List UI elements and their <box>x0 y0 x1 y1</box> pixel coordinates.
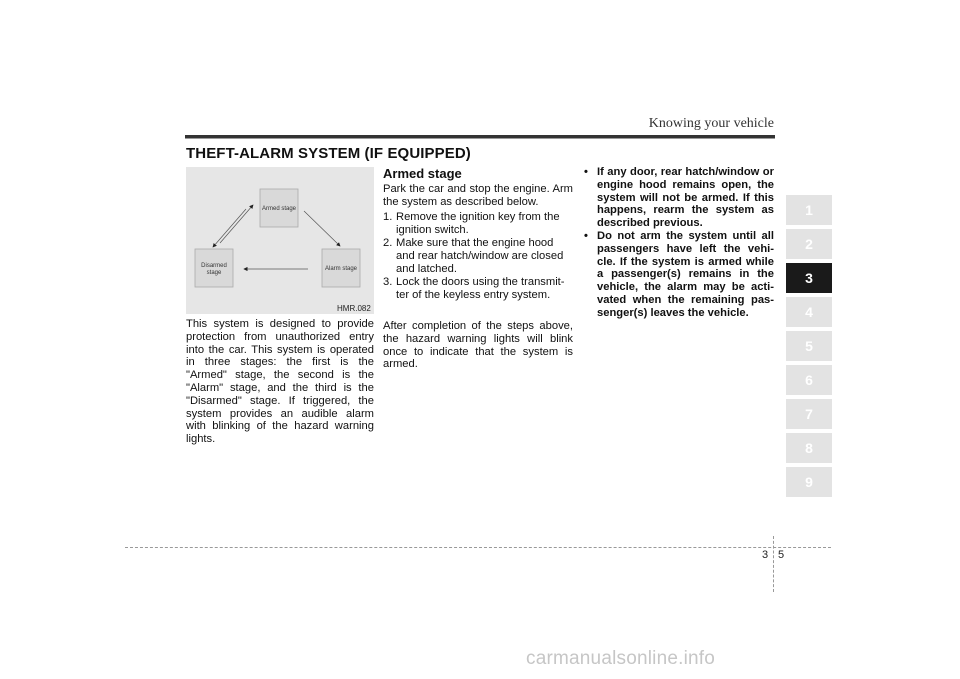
figure-code: HMR.082 <box>337 304 371 313</box>
diagram-svg <box>186 167 374 314</box>
watermark: carmanualsonline.info <box>526 648 716 669</box>
arrow-disarmed-to-armed-up <box>220 205 253 243</box>
step-text: Make sure that the engine hood and rear hatch/window are closed and latched. <box>396 237 564 275</box>
step-number: 3. <box>383 276 393 288</box>
intro-paragraph: This system is designed to provide protection from unauthorized entry into the car. This system is operated in three stages: the first is the "Armed" stage, the second is the "Alarm" stage, and the third is the "Disarmed" stage. If triggered, the system provides an audible alarm with blinking of the hazard warning lights. <box>186 318 374 446</box>
chapter-tab-4[interactable]: 4 <box>786 297 832 327</box>
disarmed-stage-label <box>195 263 233 277</box>
step-1 <box>383 211 573 237</box>
chapter-tab-3[interactable]: 3 <box>786 263 832 293</box>
page-chapter-number: 3 <box>762 549 769 561</box>
chapter-tab-1[interactable]: 1 <box>786 195 832 225</box>
armed-stage-label: Armed stage <box>261 206 297 212</box>
chapter-tab-2[interactable]: 2 <box>786 229 832 259</box>
chapter-tab-6[interactable]: 6 <box>786 365 832 395</box>
page-number: 5 <box>778 549 785 561</box>
section-title: THEFT-ALARM SYSTEM (IF EQUIPPED) <box>186 145 471 162</box>
chapter-tab-5[interactable]: 5 <box>786 331 832 361</box>
alarm-stage-diagram <box>186 167 374 314</box>
note-2 <box>584 230 774 320</box>
bullet: • <box>584 166 588 178</box>
bullet: • <box>584 230 588 242</box>
arrow-armed-to-disarmed-down <box>213 209 246 247</box>
header-rule-thin <box>185 138 775 139</box>
header-title: Knowing your vehicle <box>648 116 774 131</box>
step-3 <box>383 276 573 302</box>
note-text: If any door, rear hatch/window or engine hood remains open, the system will not be armed. If this happens, rearm the system as described previous. <box>597 166 774 230</box>
step-text: Remove the ignition key from the ignition switch. <box>396 211 560 236</box>
footer-dashed-divider <box>773 536 774 592</box>
note-text: Do not arm the system until all passengers have left the vehi-cle. If the system is armed while a passenger(s) remains in the vehicle, the alarm may be acti-vated when the remaining pas-senger(s) leaves the vehicle. <box>597 230 774 319</box>
note-1 <box>584 166 774 230</box>
step-2 <box>383 237 573 275</box>
armed-stage-heading: Armed stage <box>383 166 462 181</box>
step-text: Lock the doors using the transmit-ter of the keyless entry system. <box>396 276 565 301</box>
chapter-tab-8[interactable]: 8 <box>786 433 832 463</box>
chapter-tab-9[interactable]: 9 <box>786 467 832 497</box>
step-number: 1. <box>383 211 393 223</box>
disarmed-label-line1: Disarmed <box>201 263 227 269</box>
step-number: 2. <box>383 237 393 249</box>
footer-dashed-rule <box>125 547 831 548</box>
disarmed-label-line2: stage <box>206 270 222 276</box>
armed-stage-after: After completion of the steps above, the hazard warning lights will blink once to indicate that the system is armed. <box>383 320 573 371</box>
chapter-tab-7[interactable]: 7 <box>786 399 832 429</box>
armed-stage-intro: Park the car and stop the engine. Arm the system as described below. <box>383 183 573 208</box>
alarm-stage-label: Alarm stage <box>324 266 357 272</box>
arrow-armed-to-alarm <box>304 211 340 246</box>
